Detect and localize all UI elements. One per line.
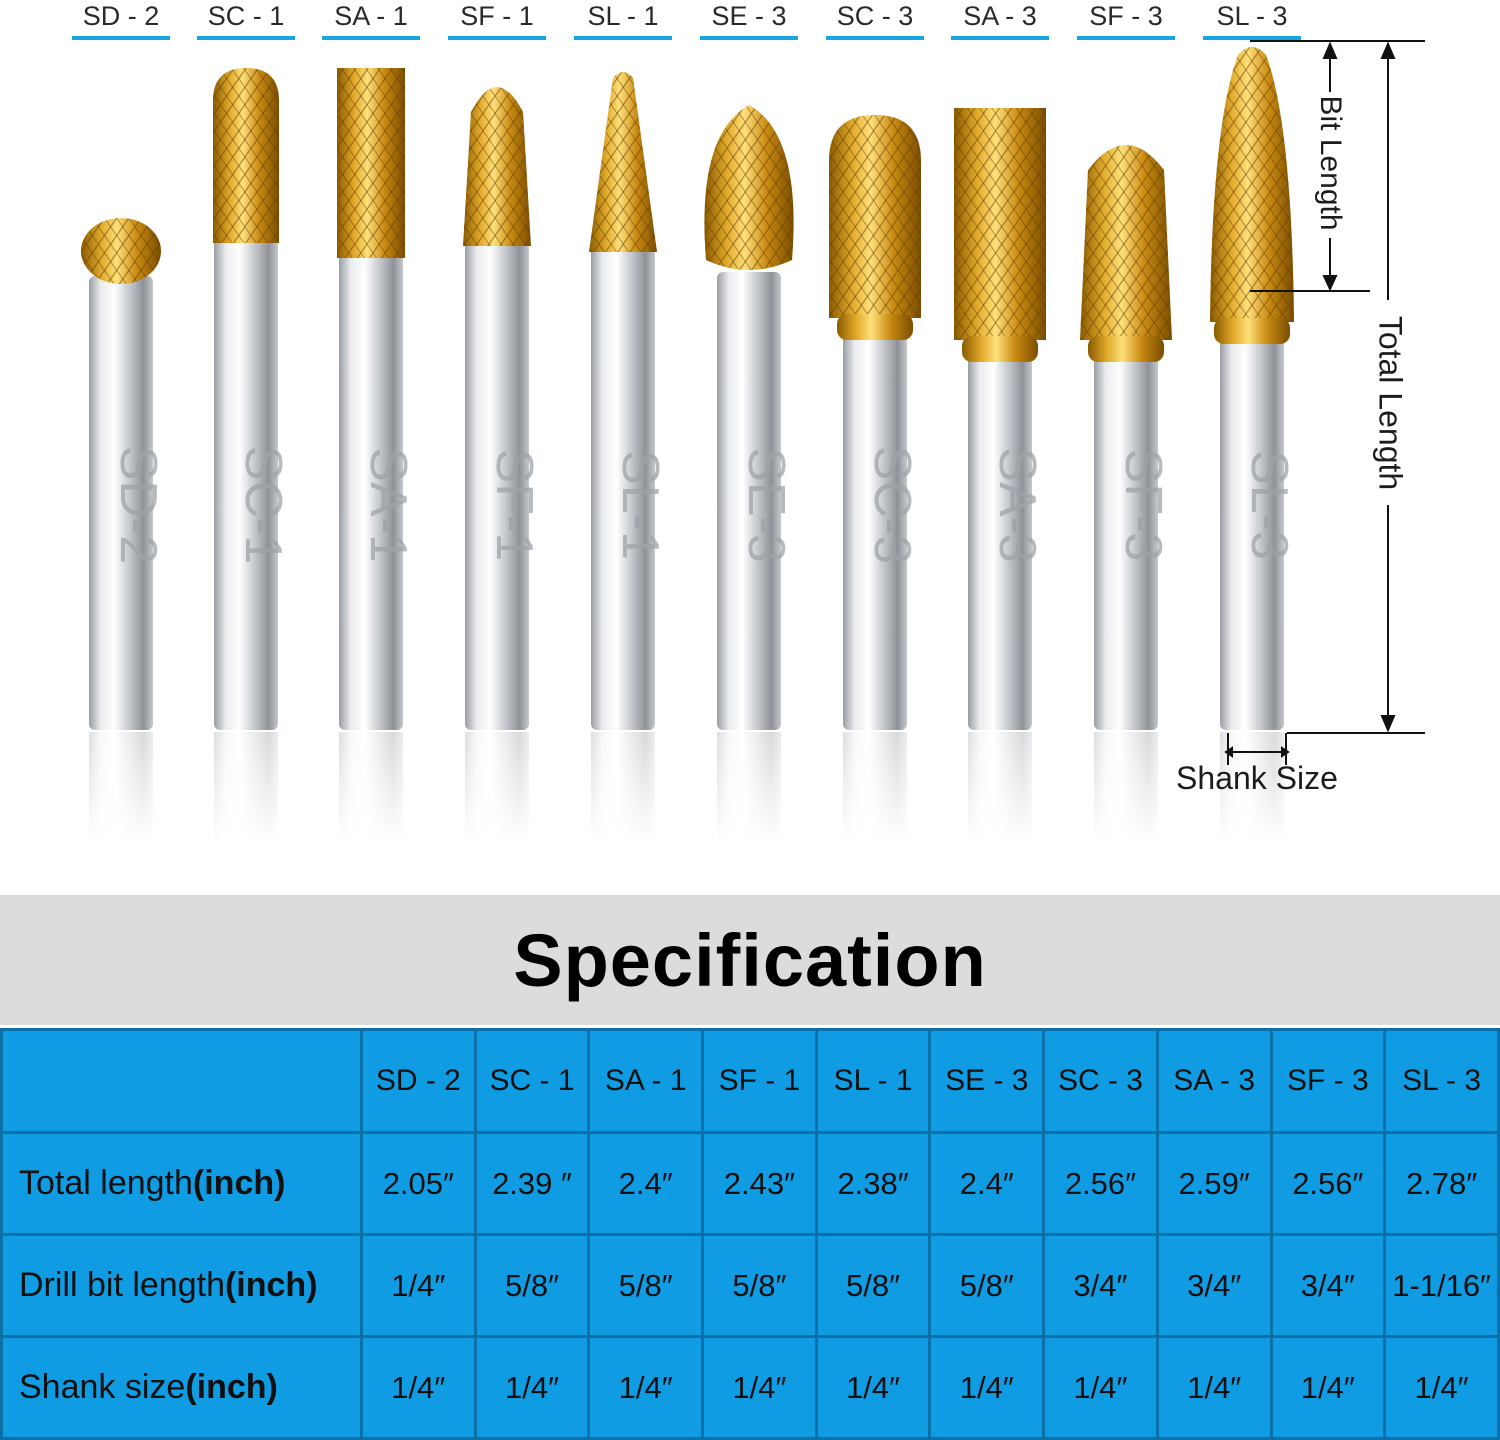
total-length-label: Total Length xyxy=(1372,315,1409,491)
table-cell: 5/8″ xyxy=(703,1235,817,1337)
column-header: SL - 3 xyxy=(1385,1030,1499,1133)
bit-head-cuts-cross xyxy=(1210,47,1294,322)
bit-code-underline xyxy=(700,36,798,40)
bit-neck xyxy=(1214,318,1290,344)
bit-code-label: SL - 3 xyxy=(1216,1,1288,31)
table-cell: 1/4″ xyxy=(475,1337,589,1439)
shank-engraving: SF-3 xyxy=(1114,448,1172,562)
reflection-fade xyxy=(715,732,783,844)
bit-code-underline xyxy=(72,36,170,40)
burr-bit xyxy=(954,108,1046,844)
row-label-unit: (inch) xyxy=(192,1164,286,1202)
bit-code-underline xyxy=(1077,36,1175,40)
shank-size-label: Shank Size xyxy=(1176,760,1338,796)
specification-title: Specification xyxy=(513,918,987,1002)
bit-code-label: SE - 3 xyxy=(711,1,787,31)
shank-engraving: SL-1 xyxy=(611,450,669,560)
column-header: SF - 1 xyxy=(703,1030,817,1133)
table-cell: 1-1/16″ xyxy=(1385,1235,1499,1337)
table-cell: 3/4″ xyxy=(1044,1235,1158,1337)
table-row-shank-size xyxy=(2,1337,1499,1439)
table-cell: 2.38″ xyxy=(816,1133,930,1235)
table-row-total-length xyxy=(2,1133,1499,1235)
table-cell: 5/8″ xyxy=(930,1235,1044,1337)
row-label xyxy=(2,1235,362,1337)
bit-code-underline xyxy=(574,36,672,40)
bit-code-underline xyxy=(1203,36,1301,40)
shank-engraving: SL-3 xyxy=(1240,450,1298,560)
burr-bit xyxy=(589,72,669,844)
column-header: SE - 3 xyxy=(930,1030,1044,1133)
bit-code-label: SC - 3 xyxy=(836,1,914,31)
bit-code-underline xyxy=(448,36,546,40)
shank-engraving: SF-1 xyxy=(485,448,543,562)
column-header: SF - 3 xyxy=(1271,1030,1385,1133)
table-corner-cell xyxy=(2,1030,362,1133)
table-cell: 1/4″ xyxy=(703,1337,817,1439)
bit-code-label: SL - 1 xyxy=(587,1,659,31)
shank-engraving: SE-3 xyxy=(737,447,795,563)
burr-bit xyxy=(1080,145,1172,844)
table-cell: 2.4″ xyxy=(930,1133,1044,1235)
burr-bit xyxy=(337,68,417,844)
burr-bit xyxy=(1210,47,1298,844)
shank-engraving: SA-1 xyxy=(359,447,417,563)
bit-head-cuts-cross xyxy=(954,108,1046,340)
row-label-unit: (inch) xyxy=(224,1266,318,1304)
column-header: SA - 1 xyxy=(589,1030,703,1133)
burr-bit xyxy=(81,218,167,844)
table-cell: 2.43″ xyxy=(703,1133,817,1235)
bit-head-cuts-cross xyxy=(704,105,793,270)
burr-bit xyxy=(463,87,543,844)
table-cell: 3/4″ xyxy=(1271,1235,1385,1337)
row-label-text: Total length xyxy=(19,1164,193,1202)
table-cell: 1/4″ xyxy=(1157,1337,1271,1439)
specification-table xyxy=(0,1028,1500,1440)
bit-code-label: SC - 1 xyxy=(207,1,285,31)
table-cell: 2.56″ xyxy=(1044,1133,1158,1235)
row-label xyxy=(2,1133,362,1235)
bit-code-label: SF - 3 xyxy=(1089,1,1163,31)
bit-code-label: SA - 3 xyxy=(963,1,1037,31)
bit-code-label: SA - 1 xyxy=(334,1,408,31)
bit-neck xyxy=(837,314,913,340)
bit-head-cuts-cross xyxy=(589,72,657,252)
table-cell: 1/4″ xyxy=(589,1337,703,1439)
burr-bit xyxy=(704,105,795,844)
column-header: SL - 1 xyxy=(816,1030,930,1133)
table-cell: 2.56″ xyxy=(1271,1133,1385,1235)
specification-banner xyxy=(0,895,1500,1025)
shank-engraving: SD-2 xyxy=(109,445,167,565)
bit-head-cuts-cross xyxy=(81,218,161,284)
column-header: SD - 2 xyxy=(362,1030,476,1133)
table-cell: 1/4″ xyxy=(362,1235,476,1337)
row-label-text: Drill bit length xyxy=(19,1266,225,1304)
reflection-fade xyxy=(1092,732,1160,844)
bit-code-underline xyxy=(322,36,420,40)
table-cell: 3/4″ xyxy=(1157,1235,1271,1337)
table-cell: 1/4″ xyxy=(930,1337,1044,1439)
reflection-fade xyxy=(87,732,155,844)
table-cell: 1/4″ xyxy=(362,1337,476,1439)
bit-code-underline xyxy=(197,36,295,40)
table-row-drill-bit-length xyxy=(2,1235,1499,1337)
bit-code-underline xyxy=(951,36,1049,40)
table-cell: 5/8″ xyxy=(816,1235,930,1337)
table-cell: 2.39 ″ xyxy=(475,1133,589,1235)
reflection-fade xyxy=(589,732,657,844)
table-cell: 1/4″ xyxy=(1271,1337,1385,1439)
column-header: SC - 1 xyxy=(475,1030,589,1133)
reflection-fade xyxy=(212,732,280,844)
reflection-fade xyxy=(841,732,909,844)
bit-code-underline xyxy=(826,36,924,40)
shank-engraving: SC-1 xyxy=(234,445,292,565)
table-cell: 1/4″ xyxy=(1044,1337,1158,1439)
table-cell: 1/4″ xyxy=(1385,1337,1499,1439)
bit-code-label: SF - 1 xyxy=(460,1,534,31)
burr-bit xyxy=(829,115,921,844)
row-label-text: Shank size xyxy=(19,1368,186,1406)
table-cell: 2.4″ xyxy=(589,1133,703,1235)
reflection-fade xyxy=(463,732,531,844)
burr-bit xyxy=(212,68,292,844)
table-cell: 2.78″ xyxy=(1385,1133,1499,1235)
bit-head-cuts-cross xyxy=(1080,145,1172,340)
row-label xyxy=(2,1337,362,1439)
reflection-fade xyxy=(966,732,1034,844)
bit-head-cuts-cross xyxy=(829,115,921,318)
table-cell: 5/8″ xyxy=(475,1235,589,1337)
bit-head-cuts-cross xyxy=(337,68,405,258)
bit-length-label: Bit Length xyxy=(1314,95,1347,231)
table-cell: 2.05″ xyxy=(362,1133,476,1235)
bit-neck xyxy=(962,336,1038,362)
bit-code-label: SD - 2 xyxy=(82,1,160,31)
column-header: SC - 3 xyxy=(1044,1030,1158,1133)
bit-head-cuts-cross xyxy=(463,87,531,246)
shank-engraving: SC-3 xyxy=(863,445,921,565)
bit-neck xyxy=(1088,336,1164,362)
bit-head-cuts-cross xyxy=(213,68,279,243)
table-header-row xyxy=(2,1030,1499,1133)
table-cell: 2.59″ xyxy=(1157,1133,1271,1235)
row-label-unit: (inch) xyxy=(185,1368,278,1406)
table-cell: 5/8″ xyxy=(589,1235,703,1337)
reflection-fade xyxy=(337,732,405,844)
column-header: SA - 3 xyxy=(1157,1030,1271,1133)
table-cell: 1/4″ xyxy=(816,1337,930,1439)
shank-engraving: SA-3 xyxy=(988,447,1046,563)
